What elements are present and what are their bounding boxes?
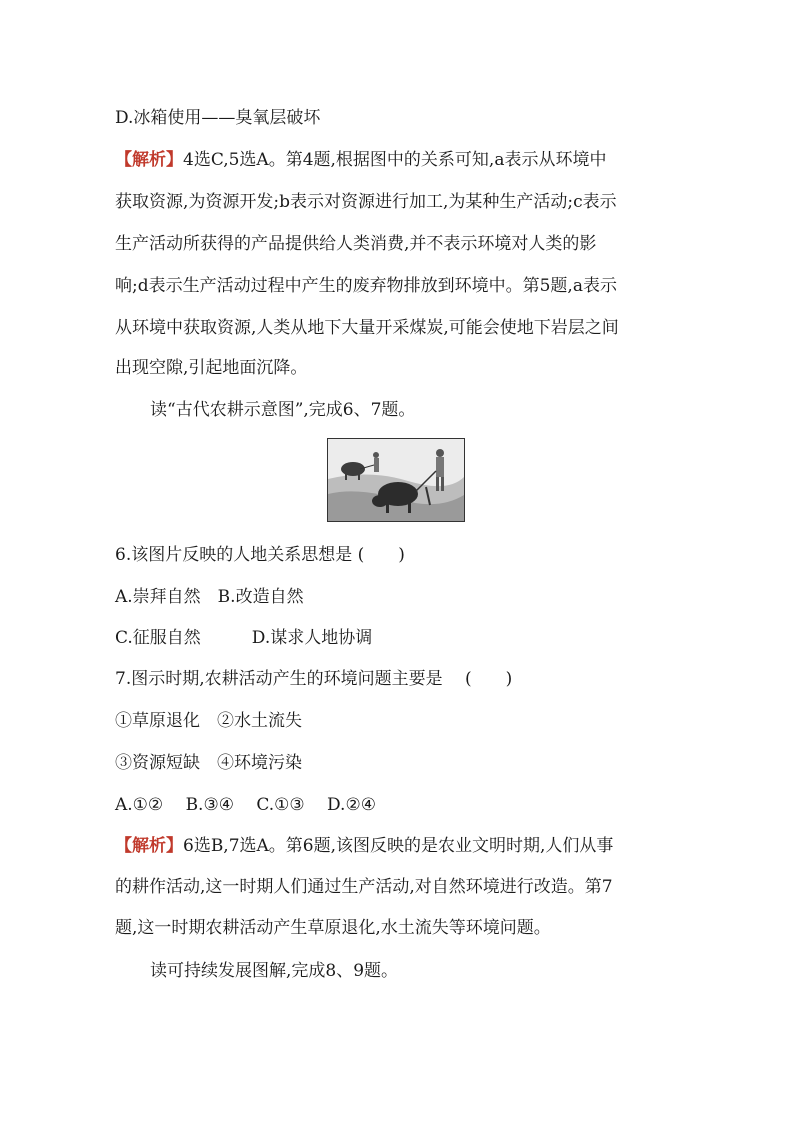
answer-line-2: 的耕作活动,这一时期人们通过生产活动,对自然环境进行改造。第7 <box>115 877 613 897</box>
read-instruction-6-7: 读“古代农耕示意图”,完成6、7题。 <box>150 400 416 420</box>
analysis-line-6: 出现空隙,引起地面沉降。 <box>115 358 308 378</box>
analysis-line-4: 响;d表示生产活动过程中产生的废弃物排放到环境中。第5题,a表示 <box>115 276 617 296</box>
answer-line-1 <box>115 836 613 856</box>
question-7-options: A.①② B.③④ C.①③ D.②④ <box>115 795 376 815</box>
question-6-options-cd: C.征服自然 D.谋求人地协调 <box>115 628 373 648</box>
answer-tag: 【解析】 <box>115 836 183 856</box>
answer-line-3: 题,这一时期农耕活动产生草原退化,水土流失等环境问题。 <box>115 918 551 938</box>
analysis-line-2: 获取资源,为资源开发;b表示对资源进行加工,为某种生产活动;c表示 <box>115 192 617 212</box>
analysis-text-1: 4选C,5选A。第4题,根据图中的关系可知,a表示从环境中 <box>183 150 607 170</box>
question-6: 6.该图片反映的人地关系思想是 ( ) <box>115 545 405 565</box>
ancient-farming-illustration <box>327 438 465 522</box>
question-7-items-34: ③资源短缺 ④环境污染 <box>115 753 302 773</box>
read-instruction-8-9: 读可持续发展图解,完成8、9题。 <box>150 961 399 981</box>
question-7: 7.图示时期,农耕活动产生的环境问题主要是 ( ) <box>115 669 513 689</box>
option-d-line: D.冰箱使用——臭氧层破坏 <box>115 108 321 128</box>
analysis-line-1 <box>115 150 606 170</box>
analysis-line-5: 从环境中获取资源,人类从地下大量开采煤炭,可能会使地下岩层之间 <box>115 318 619 338</box>
answer-text-1: 6选B,7选A。第6题,该图反映的是农业文明时期,人们从事 <box>183 836 614 856</box>
question-6-options-ab: A.崇拜自然 B.改造自然 <box>115 587 304 607</box>
analysis-line-3: 生产活动所获得的产品提供给人类消费,并不表示环境对人类的影 <box>115 234 597 254</box>
analysis-tag: 【解析】 <box>115 150 183 170</box>
question-7-items-12: ①草原退化 ②水土流失 <box>115 711 302 731</box>
